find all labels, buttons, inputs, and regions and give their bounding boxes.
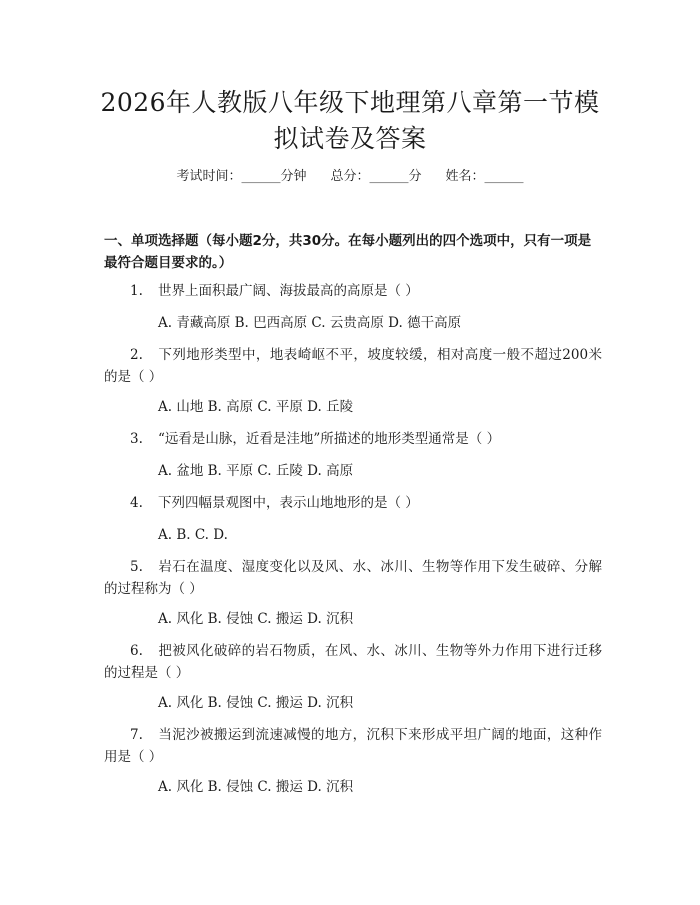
question-4-options: A. B. C. D. [158, 527, 228, 543]
question-text: “远看是山脉，近看是洼地”所描述的地形类型通常是（ ） [158, 431, 501, 447]
question-text: 下列四幅景观图中，表示山地地形的是（ ） [158, 495, 419, 511]
question-number: 3. [130, 431, 143, 447]
question-number: 1. [130, 283, 143, 299]
question-number: 7. [130, 727, 143, 743]
question-number: 2. [130, 347, 143, 363]
question-2 [104, 344, 602, 388]
question-number: 5. [130, 559, 143, 575]
question-text: 当泥沙被搬运到流速减慢的地方，沉积下来形成平坦广阔的地面，这种作用是（ ） [104, 727, 602, 765]
question-2-options: A. 山地 B. 高原 C. 平原 D. 丘陵 [158, 399, 354, 415]
question-4 [104, 492, 602, 514]
question-5-options: A. 风化 B. 侵蚀 C. 搬运 D. 沉积 [158, 611, 354, 627]
student-name-field: 姓名：______ [445, 169, 524, 184]
section-heading: 一、单项选择题（每小题2分，共30分。在每小题列出的四个选项中，只有一项是最符合题目要求的。） [104, 233, 592, 271]
question-3-options: A. 盆地 B. 平原 C. 丘陵 D. 高原 [158, 463, 354, 479]
question-text: 世界上面积最广阔、海拔最高的高原是（ ） [158, 283, 419, 299]
question-number: 4. [130, 495, 143, 511]
document-title-line-1: 2026年人教版八年级下地理第八章第一节模 [100, 88, 600, 117]
question-5 [104, 556, 602, 600]
question-text: 下列地形类型中，地表崎岖不平，坡度较缓，相对高度一般不超过200米的是（ ） [104, 347, 602, 385]
question-number: 6. [130, 643, 143, 659]
question-1-options: A. 青藏高原 B. 巴西高原 C. 云贵高原 D. 德干高原 [158, 315, 462, 331]
question-3 [104, 428, 602, 450]
exam-time-field: 考试时间：______分钟 [176, 169, 307, 184]
exam-info [0, 167, 700, 187]
question-6 [104, 640, 602, 684]
question-text: 岩石在温度、湿度变化以及风、水、冰川、生物等作用下发生破碎、分解的过程称为（ ） [104, 559, 602, 597]
question-text: 把被风化破碎的岩石物质，在风、水、冰川、生物等外力作用下进行迁移的过程是（ ） [104, 643, 602, 681]
total-score-field: 总分：______分 [330, 169, 422, 184]
question-1 [104, 280, 602, 302]
question-7-options: A. 风化 B. 侵蚀 C. 搬运 D. 沉积 [158, 779, 354, 795]
question-6-options: A. 风化 B. 侵蚀 C. 搬运 D. 沉积 [158, 695, 354, 711]
question-7 [104, 724, 602, 768]
document-title-line-2: 拟试卷及答案 [273, 124, 427, 153]
